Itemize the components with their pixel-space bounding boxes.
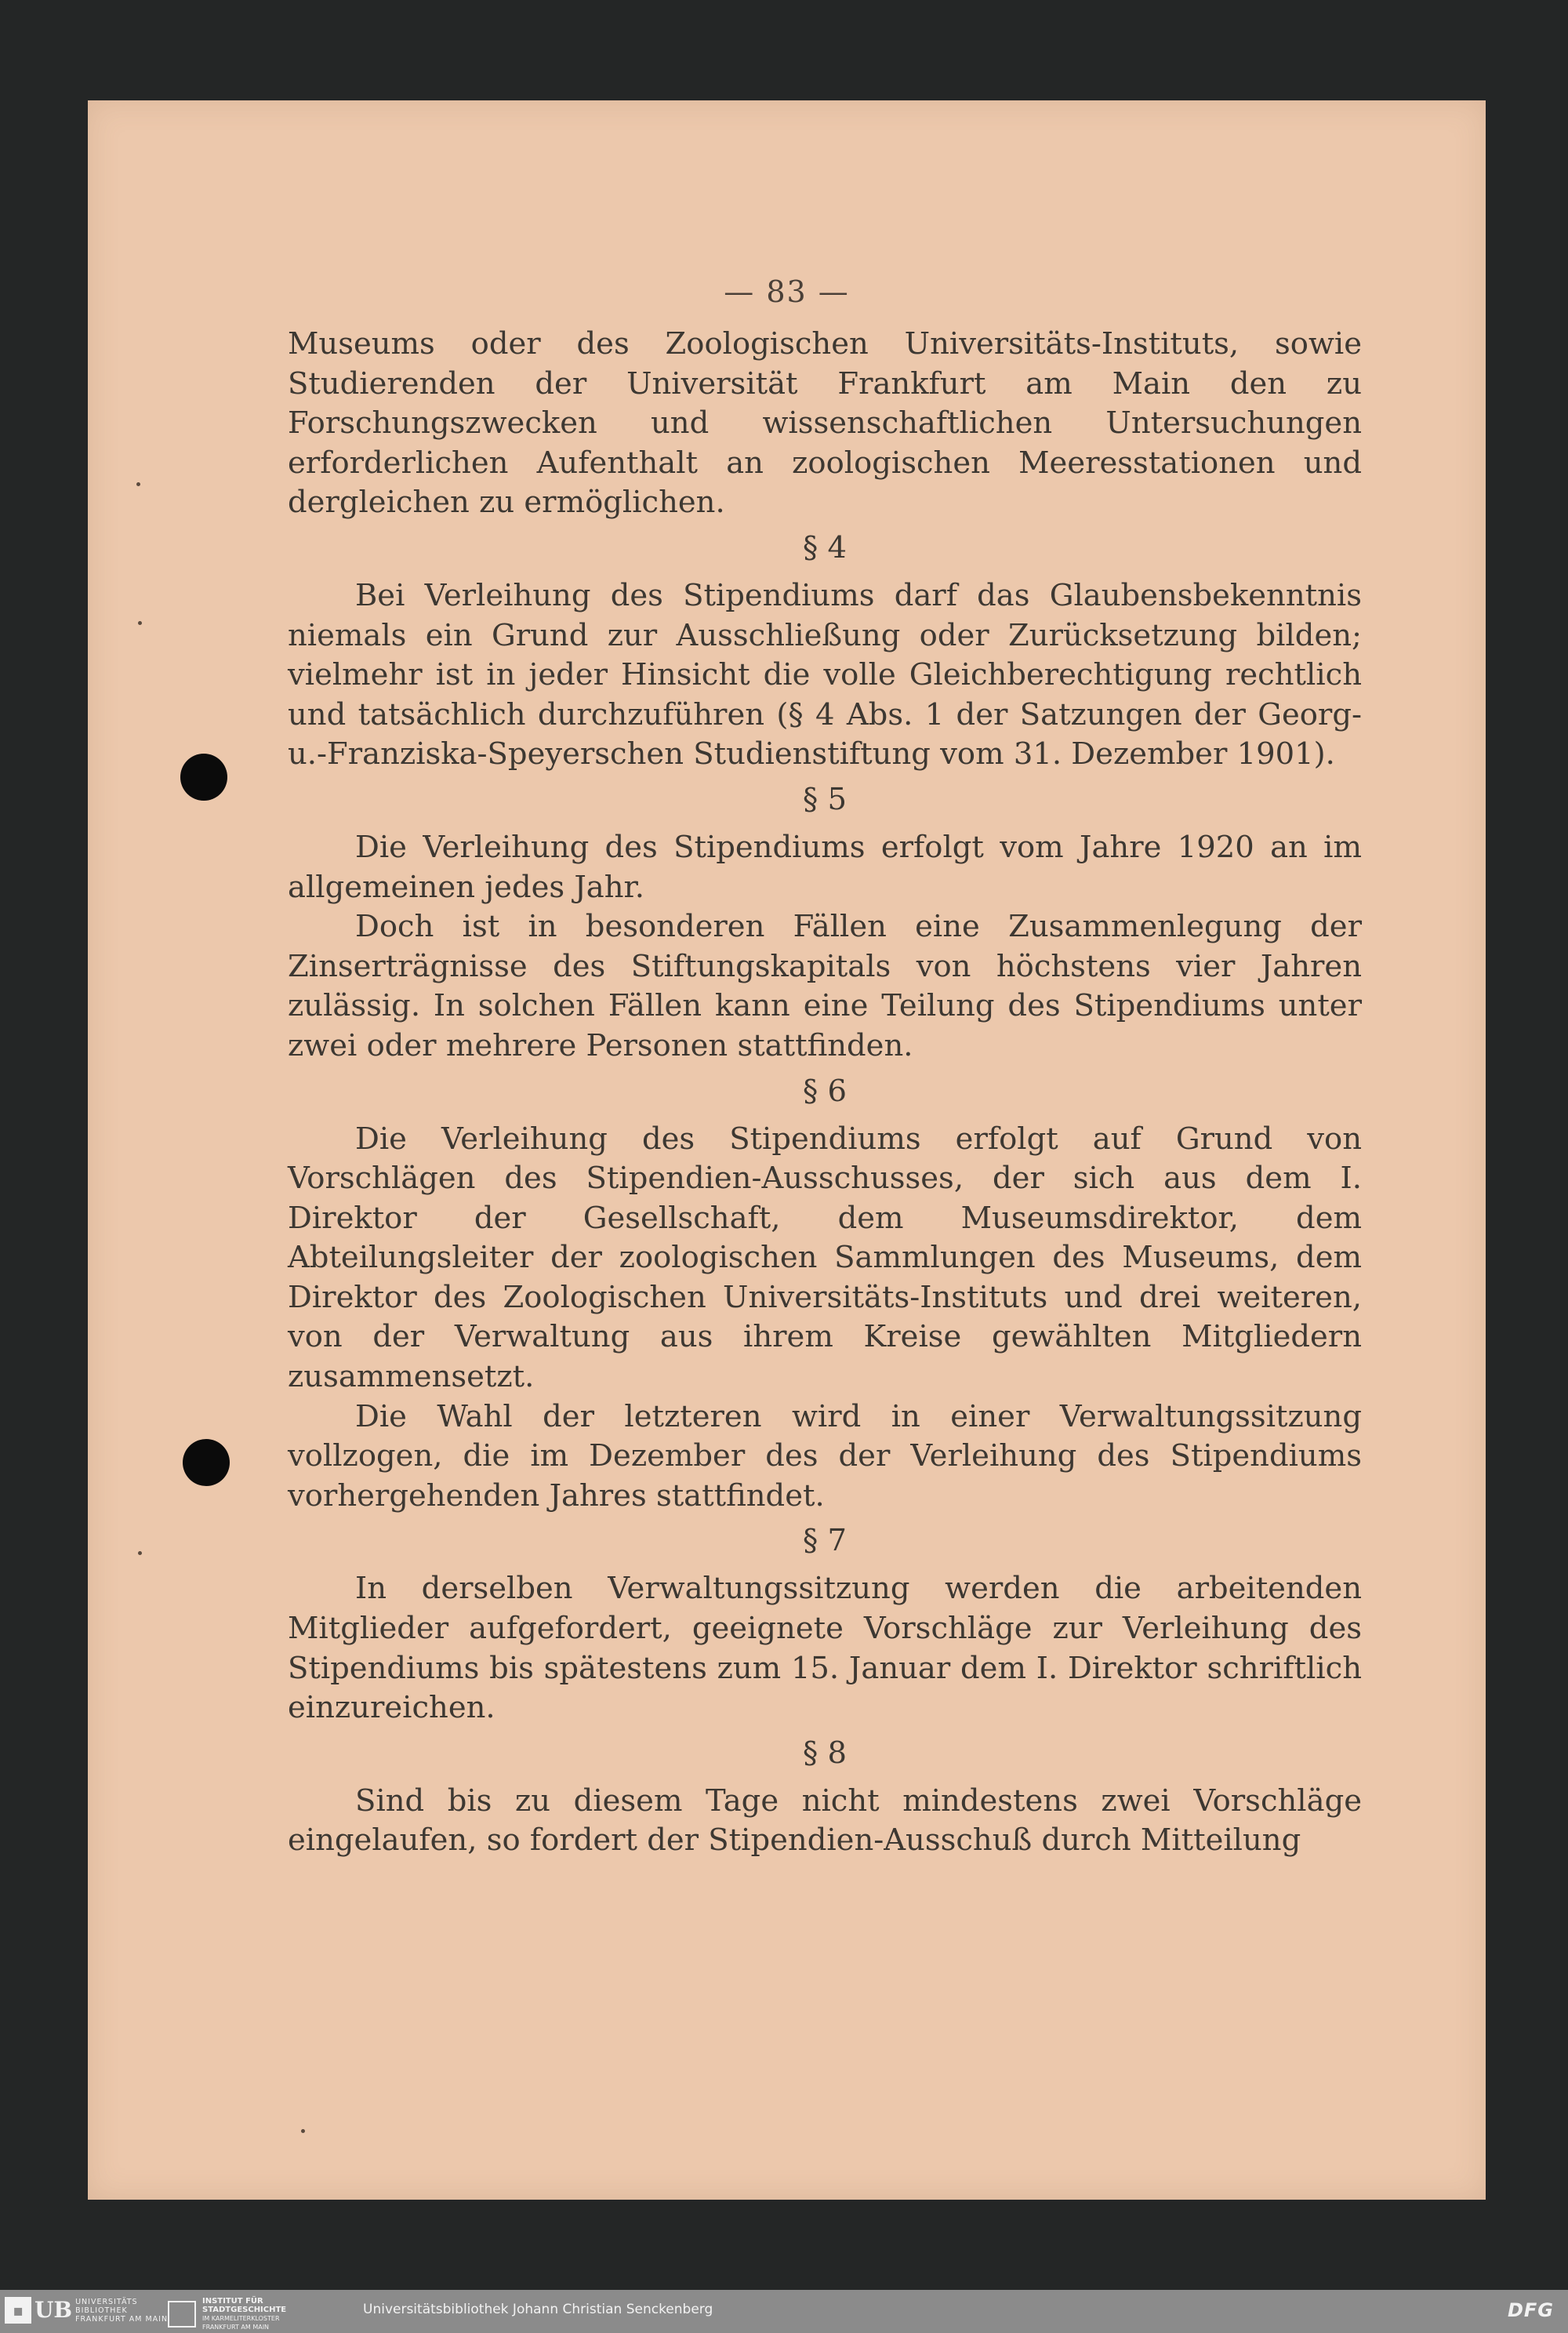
ub-logo-letters: UB bbox=[34, 2297, 73, 2323]
paragraph: Die Verleihung des Stipendiums erfolgt vom Jahre 1920 an im allgemeinen jedes Jahr. bbox=[288, 829, 1362, 905]
dfg-logo[interactable]: DFG bbox=[1507, 2299, 1554, 2321]
paragraph: Die Wahl der letzteren wird in einer Verwaltungssitzung vollzogen, die im Dezember des der Verleihung des Stipendiums vorhergehenden Jahres stattfindet. bbox=[288, 1398, 1362, 1514]
section-heading: § 5 bbox=[803, 781, 847, 817]
ub-logo-subtitle: UNIVERSITÄTS BIBLIOTHEK FRANKFURT AM MAIN bbox=[75, 2297, 169, 2324]
paragraph: Sind bis zu diesem Tage nicht mindestens zwei Vorschläge eingelaufen, so fordert der Stipendien-Ausschuß durch Mitteilung bbox=[288, 1782, 1362, 1859]
document-page bbox=[88, 100, 1486, 2200]
paper-speck bbox=[138, 621, 142, 625]
isg-logo[interactable] bbox=[168, 2297, 286, 2331]
section-heading: § 7 bbox=[803, 1523, 847, 1559]
section-heading: § 4 bbox=[803, 529, 847, 565]
footer-bar bbox=[0, 2290, 1568, 2333]
punch-hole-upper bbox=[180, 754, 227, 801]
ub-mark-icon: ▪ bbox=[5, 2297, 31, 2324]
footer-caption: Universitätsbibliothek Johann Christian Senckenberg bbox=[363, 2302, 713, 2317]
ub-logo[interactable] bbox=[5, 2297, 168, 2324]
punch-hole-lower bbox=[183, 1439, 230, 1486]
text-body bbox=[288, 325, 1362, 1861]
paper-speck bbox=[136, 482, 140, 486]
paper-speck bbox=[138, 1551, 142, 1555]
isg-logo-text: INSTITUT FÜR STADTGESCHICHTE IM KARMELITERKLOSTER FRANKFURT AM MAIN bbox=[202, 2297, 287, 2331]
isg-mark-icon bbox=[168, 2301, 196, 2328]
page-number: — 83 — bbox=[724, 274, 850, 309]
paper-speck bbox=[301, 2129, 305, 2133]
paragraph: Die Verleihung des Stipendiums erfolgt auf Grund von Vorschlägen des Stipendien-Ausschusses, der sich aus dem I. Direktor der Gesellschaft, dem Museumsdirektor, dem Abteilungsleiter der zoologischen Sammlungen des Museums, dem Direktor des Zoologischen Universitäts-Instituts und drei weiteren, von der Verwaltung aus ihrem Kreise gewählten Mitgliedern zusammensetzt. bbox=[288, 1121, 1362, 1395]
section-heading: § 8 bbox=[803, 1735, 847, 1771]
paragraph: In derselben Verwaltungssitzung werden die arbeitenden Mitglieder aufgefordert, geeignete Vorschläge zur Verleihung des Stipendiums bis spätestens zum 15. Januar dem I. Direktor schriftlich einzureichen. bbox=[288, 1571, 1362, 1726]
paragraph: Bei Verleihung des Stipendiums darf das Glaubensbekenntnis niemals ein Grund zur Ausschließung oder Zurücksetzung bilden; vielmehr ist in jeder Hinsicht die volle Gleichberechtigung rechtlich und tatsächlich durchzuführen (§ 4 Abs. 1 der Satzungen der Georg-u.-Franziska-Speyerschen Studienstiftung vom 31. Dezember 1901). bbox=[288, 577, 1362, 772]
paragraph: Museums oder des Zoologischen Universitäts-Instituts, sowie Studierenden der Universität Frankfurt am Main den zu Forschungszwecken und wissenschaftlichen Untersuchungen erforderlichen Aufenthalt an zoologischen Meeresstationen und dergleichen zu ermöglichen. bbox=[288, 326, 1362, 521]
section-heading: § 6 bbox=[803, 1073, 847, 1109]
paragraph: Doch ist in besonderen Fällen eine Zusammenlegung der Zinserträgnisse des Stiftungskapitals von höchstens vier Jahren zulässig. In solchen Fällen kann eine Teilung des Stipendiums unter zwei oder mehrere Personen stattfinden. bbox=[288, 909, 1362, 1063]
